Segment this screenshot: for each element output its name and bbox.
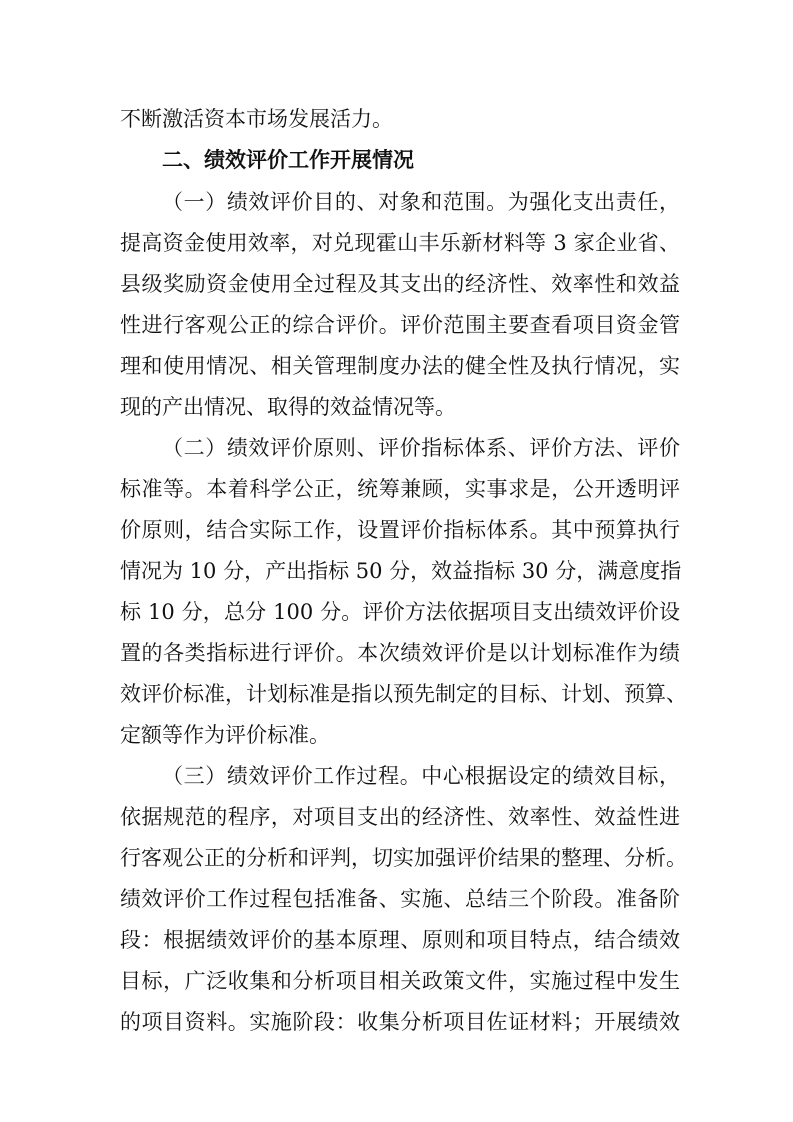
paragraph-line: （三）绩效评价工作过程。中心根据设定的绩效目标， — [162, 764, 680, 788]
paragraph-line: 依据规范的程序，对项目支出的经济性、效率性、效益性进 — [120, 805, 680, 829]
section-heading: 二、绩效评价工作开展情况 — [162, 148, 414, 172]
paragraph-line: 性进行客观公正的综合评价。评价范围主要查看项目资金管 — [120, 313, 680, 337]
paragraph-line: 效评价标准，计划标准是指以预先制定的目标、计划、预算、 — [120, 682, 687, 706]
paragraph-line: （二）绩效评价原则、评价指标体系、评价方法、评价 — [162, 436, 680, 460]
paragraph-line: 情况为 10 分，产出指标 50 分，效益指标 30 分，满意度指 — [120, 559, 682, 583]
paragraph-line: 提高资金使用效率，对兑现霍山丰乐新材料等 3 家企业省、 — [120, 231, 680, 255]
paragraph-line: 县级奖励资金使用全过程及其支出的经济性、效率性和效益 — [120, 272, 680, 296]
paragraph-line: （一）绩效评价目的、对象和范围。为强化支出责任， — [162, 190, 680, 214]
paragraph-line: 绩效评价工作过程包括准备、实施、总结三个阶段。准备阶 — [120, 887, 680, 911]
paragraph-line: 不断激活资本市场发展活力。 — [120, 107, 393, 131]
paragraph-line: 目标，广泛收集和分析项目相关政策文件，实施过程中发生 — [120, 969, 680, 993]
paragraph-line: 标 10 分，总分 100 分。评价方法依据项目支出绩效评价设 — [120, 600, 680, 624]
paragraph-line: 段：根据绩效评价的基本原理、原则和项目特点，结合绩效 — [120, 928, 680, 952]
paragraph-line: 置的各类指标进行评价。本次绩效评价是以计划标准作为绩 — [120, 641, 680, 665]
paragraph-line: 定额等作为评价标准。 — [120, 723, 330, 747]
paragraph-line: 的项目资料。实施阶段：收集分析项目佐证材料；开展绩效 — [120, 1010, 680, 1034]
paragraph-line: 行客观公正的分析和评判，切实加强评价结果的整理、分析。 — [120, 846, 687, 870]
paragraph-line: 标准等。本着科学公正，统筹兼顾，实事求是，公开透明评 — [120, 477, 680, 501]
paragraph-line: 价原则，结合实际工作，设置评价指标体系。其中预算执行 — [120, 518, 680, 542]
paragraph-line: 现的产出情况、取得的效益情况等。 — [120, 395, 456, 419]
paragraph-line: 理和使用情况、相关管理制度办法的健全性及执行情况，实 — [120, 354, 680, 378]
